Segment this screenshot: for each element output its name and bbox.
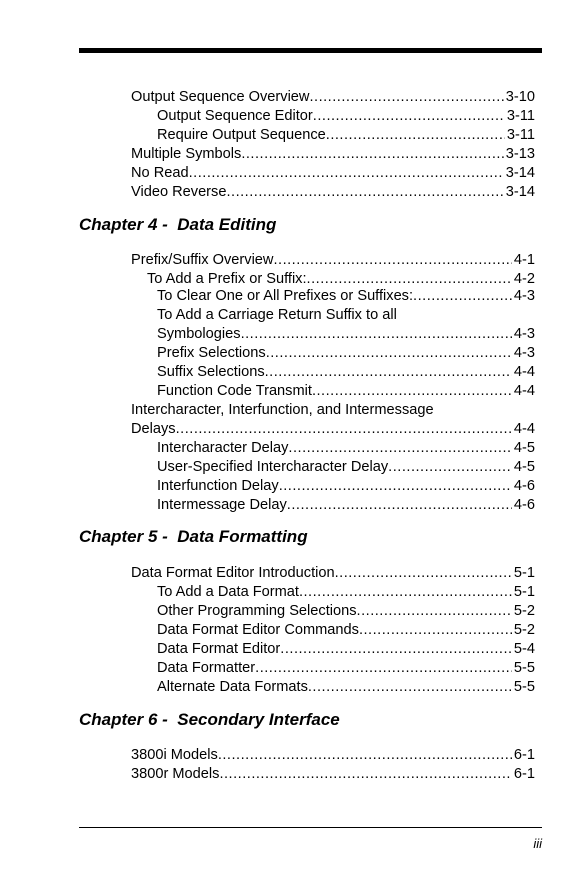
toc-entry-title: Other Programming Selections [157, 603, 357, 619]
toc-entry-page: 5-1 [513, 584, 535, 600]
toc-entry-title: Data Format Editor Introduction [131, 565, 335, 581]
toc-entry-title: To Add a Data Format [157, 584, 299, 600]
toc-leader-dots [309, 88, 503, 107]
toc-entry[interactable] [157, 477, 535, 496]
top-rule [79, 48, 542, 53]
toc-entry-title: Alternate Data Formats [157, 679, 308, 695]
toc-leader-dots [265, 363, 512, 382]
toc-leader-dots [413, 287, 512, 306]
bottom-rule [79, 827, 542, 828]
toc-entry-title: 3800r Models [131, 766, 220, 782]
toc-entry-page: 4-6 [513, 478, 535, 494]
toc-entry-title: Output Sequence Editor [157, 108, 313, 124]
toc-entry-page: 5-5 [513, 660, 535, 676]
toc-entry[interactable] [157, 583, 535, 602]
toc-entry-title: Data Format Editor [157, 641, 281, 657]
toc-entry-page: 4-6 [513, 497, 535, 513]
toc-entry[interactable] [131, 251, 535, 270]
toc-entry-page: 3-11 [506, 108, 535, 124]
page-number: iii [533, 836, 542, 851]
toc-leader-dots [218, 746, 512, 765]
toc-leader-dots [308, 678, 512, 697]
toc-entry-title: Suffix Selections [157, 364, 265, 380]
toc-entry-title: Function Code Transmit [157, 383, 312, 399]
toc-leader-dots [279, 477, 512, 496]
toc-leader-dots [312, 382, 512, 401]
toc-entry-page: 4-2 [513, 271, 535, 287]
toc-entry-title-line[interactable]: Intercharacter, Interfunction, and Intermessage [131, 402, 434, 418]
toc-entry-title: Delays [131, 421, 176, 437]
toc-entry-page: 3-13 [505, 146, 535, 162]
toc-entry-page: 5-2 [513, 603, 535, 619]
toc-entry[interactable] [157, 325, 535, 344]
toc-entry-page: 5-2 [513, 622, 535, 638]
toc-entry-title: Prefix/Suffix Overview [131, 252, 274, 268]
toc-entry-title: Intercharacter Delay [157, 440, 289, 456]
toc-entry[interactable] [131, 765, 535, 784]
toc-entry-title: Multiple Symbols [131, 146, 242, 162]
toc-entry-title: Interfunction Delay [157, 478, 279, 494]
toc-entry[interactable] [157, 640, 535, 659]
toc-entry-page: 4-3 [513, 288, 535, 304]
toc-entry-page: 3-14 [505, 184, 535, 200]
chapter-heading[interactable]: Chapter 6 - Secondary Interface [79, 710, 340, 729]
toc-entry-page: 4-5 [513, 459, 535, 475]
toc-entry-title: No Read [131, 165, 189, 181]
toc-entry[interactable] [157, 458, 535, 477]
toc-entry-page: 4-4 [513, 383, 535, 399]
toc-entry-page: 4-1 [513, 252, 535, 268]
toc-entry[interactable] [131, 420, 535, 439]
toc-leader-dots [219, 765, 511, 784]
toc-entry-page: 6-1 [513, 766, 535, 782]
toc-entry[interactable] [131, 164, 535, 183]
toc-leader-dots [313, 107, 505, 126]
toc-entry-title: To Clear One or All Prefixes or Suffixes: [157, 288, 414, 304]
toc-entry[interactable] [131, 145, 535, 164]
toc-leader-dots [255, 659, 512, 678]
toc-entry-page: 4-3 [513, 345, 535, 361]
toc-entry[interactable] [157, 621, 535, 640]
toc-entry-title: 3800i Models [131, 747, 218, 763]
toc-entry-title: Require Output Sequence [157, 127, 326, 143]
toc-entry-page: 6-1 [513, 747, 535, 763]
toc-entry[interactable] [157, 363, 535, 382]
toc-entry-page: 4-4 [513, 364, 535, 380]
toc-entry[interactable] [131, 183, 535, 202]
toc-leader-dots [335, 564, 512, 583]
toc-entry[interactable] [157, 439, 535, 458]
chapter-heading[interactable]: Chapter 4 - Data Editing [79, 215, 277, 234]
toc-entry[interactable] [157, 659, 535, 678]
toc-entry[interactable] [157, 107, 535, 126]
toc-entry[interactable] [157, 344, 535, 363]
toc-leader-dots [189, 164, 504, 183]
toc-leader-dots [359, 621, 512, 640]
toc-leader-dots [299, 583, 512, 602]
toc-entry-page: 4-5 [513, 440, 535, 456]
toc-entry-title: Intermessage Delay [157, 497, 287, 513]
toc-leader-dots [388, 458, 512, 477]
toc-leader-dots [226, 183, 503, 202]
toc-leader-dots [357, 602, 512, 621]
toc-leader-dots [266, 344, 512, 363]
toc-leader-dots [176, 420, 512, 439]
chapter-heading[interactable]: Chapter 5 - Data Formatting [79, 527, 308, 546]
toc-entry-page: 4-4 [513, 421, 535, 437]
toc-entry[interactable] [131, 746, 535, 765]
toc-leader-dots [287, 496, 512, 515]
toc-entry[interactable] [157, 126, 535, 145]
toc-entry[interactable] [131, 564, 535, 583]
toc-entry-title: Data Formatter [157, 660, 256, 676]
toc-entry-title: Symbologies [157, 326, 241, 342]
toc-entry-page: 5-4 [513, 641, 535, 657]
toc-leader-dots [288, 439, 512, 458]
toc-entry-title: Output Sequence Overview [131, 89, 310, 105]
toc-entry[interactable] [157, 382, 535, 401]
toc-entry[interactable] [131, 88, 535, 107]
toc-leader-dots [280, 640, 512, 659]
toc-entry-title: Data Format Editor Commands [157, 622, 359, 638]
toc-entry-title: Prefix Selections [157, 345, 266, 361]
toc-leader-dots [241, 325, 512, 344]
toc-entry-title: Video Reverse [131, 184, 227, 200]
toc-leader-dots [241, 145, 503, 164]
toc-entry-page: 5-5 [513, 679, 535, 695]
toc-entry-page: 3-10 [505, 89, 535, 105]
toc-entry-title-line[interactable]: To Add a Carriage Return Suffix to all [157, 307, 397, 323]
toc-entry-page: 3-11 [506, 127, 535, 143]
toc-entry-title: User-Specified Intercharacter Delay [157, 459, 389, 475]
toc-entry-page: 3-14 [505, 165, 535, 181]
toc-entry[interactable] [157, 602, 535, 621]
toc-entry[interactable] [157, 496, 535, 515]
toc-entry-page: 4-3 [513, 326, 535, 342]
toc-entry-title: To Add a Prefix or Suffix: [147, 271, 307, 287]
toc-leader-dots [273, 251, 511, 270]
toc-leader-dots [326, 126, 505, 145]
toc-entry-page: 5-1 [513, 565, 535, 581]
toc-entry[interactable] [157, 287, 535, 306]
toc-entry[interactable] [157, 678, 535, 697]
